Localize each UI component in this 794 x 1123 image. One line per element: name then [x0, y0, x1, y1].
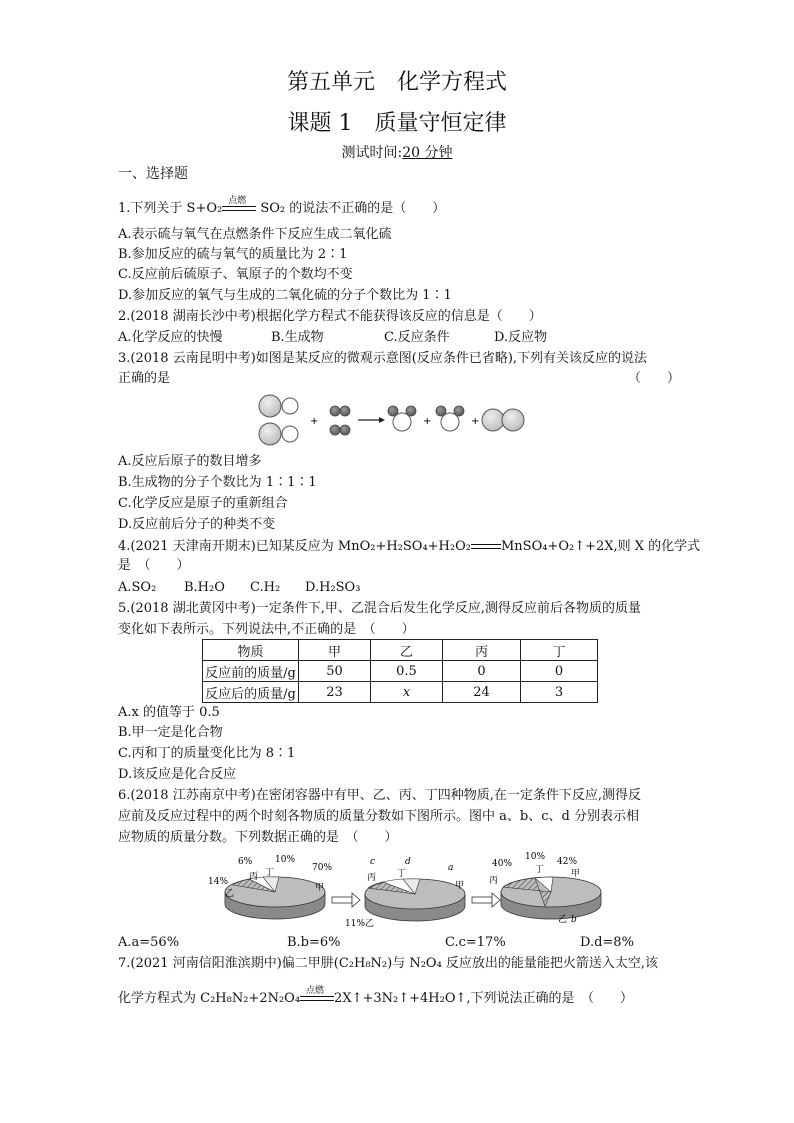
pie1-bing-pct: 6%: [238, 857, 253, 867]
pie2-yi-label: 乙: [365, 919, 375, 929]
q1-option-d: D.参加反应的氧气与生成的二氧化硫的分子个数比为 1∶1: [118, 288, 452, 303]
q4-equation-sign: [471, 540, 501, 554]
q1-option-b: B.参加反应的硫与氧气的质量比为 2∶1: [118, 247, 348, 262]
q4-option-c: C.H₂: [250, 580, 281, 595]
table-header-cell: 物质: [203, 640, 299, 661]
q6-option-a: A.a=56%: [118, 935, 180, 950]
q2-stem: 2.(2018 湖南长沙中考)根据化学方程式不能获得该反应的信息是（ ）: [118, 309, 542, 324]
q1-stem-a: 1.下列关于 S+O₂: [118, 201, 223, 216]
q5-mass-table: [202, 639, 598, 703]
pie1-jia-label: 甲: [315, 883, 325, 893]
table-header-row: [203, 640, 598, 661]
q3-option-d: D.反应前后分子的种类不变: [118, 517, 276, 532]
pie2-a-label: a: [448, 863, 454, 873]
q4-option-a: A.SO₂: [118, 580, 157, 595]
pie-chart-before: [208, 855, 332, 919]
test-time-value: 20 分钟: [402, 145, 453, 161]
table-row: [203, 682, 598, 703]
q4-option-b: B.H₂O: [184, 580, 225, 595]
pie3-jia-pct: 42%: [557, 857, 578, 867]
q7-stem-line1: 7.(2021 河南信阳淮滨期中)偏二甲肼(C₂H₈N₂)与 N₂O₄ 反应放出的能量能把火箭送入太空,该: [118, 956, 659, 971]
test-time-label: 测试时间:: [341, 145, 403, 161]
arrow-icon: [472, 893, 500, 907]
table-cell: 反应后的质量/g: [203, 682, 299, 703]
pie2-d-label: d: [405, 857, 411, 867]
q3-option-a: A.反应后原子的数目增多: [118, 454, 262, 469]
table-row: [203, 661, 598, 682]
q7-equation-sign: [300, 985, 334, 1006]
q1-option-c: C.反应前后硫原子、氧原子的个数均不变: [118, 267, 353, 282]
pie2-yi-pct: 11%: [345, 919, 366, 929]
q4-stem-a: 4.(2021 天津南开期末)已知某反应为 MnO₂+H₂SO₄+H₂O₂: [118, 539, 471, 554]
q6-option-c: C.c=17%: [445, 935, 506, 950]
pie3-bing-label: 丙: [489, 876, 499, 886]
table-cell: 0.5: [371, 661, 443, 682]
pie1-yi-pct: 14%: [208, 877, 229, 887]
q2-option-b: B.生成物: [271, 330, 324, 345]
q7-stem-a: 化学方程式为 C₂H₈N₂+2N₂O₄: [118, 991, 301, 1006]
q3-stem-line2: 正确的是: [118, 371, 171, 386]
table-header-cell: 丙: [443, 640, 521, 661]
q5-option-c: C.丙和丁的质量变化比为 8∶1: [118, 746, 296, 761]
pie2-c-label: c: [370, 857, 376, 867]
pie3-bing-pct: 40%: [492, 859, 513, 869]
q6-stem-line1: 6.(2018 江苏南京中考)在密闭容器中有甲、乙、丙、丁四种物质,在一定条件下反应,测得反: [118, 788, 642, 803]
q5-stem-line2: 变化如下表所示。下列说法中,不正确的是 （ ）: [118, 622, 415, 637]
table-header-cell: 乙: [371, 640, 443, 661]
svg-text:+: +: [423, 416, 432, 427]
pie1-bing-label: 丙: [249, 872, 259, 882]
q3-option-b: B.生成物的分子个数比为 1∶1∶1: [118, 475, 317, 490]
svg-text:+: +: [471, 416, 480, 427]
table-cell: x: [371, 682, 443, 703]
pie3-ding-label: 丁: [535, 865, 545, 875]
table-cell: 50: [299, 661, 371, 682]
q5-stem-line1: 5.(2018 湖北黄冈中考)一定条件下,甲、乙混合后发生化学反应,测得反应前后各物质的质量: [118, 601, 642, 616]
q7-condition: 点燃: [306, 985, 325, 996]
q5-option-b: B.甲一定是化合物: [118, 725, 223, 740]
table-cell: 0: [443, 661, 521, 682]
q7-stem-line2: [118, 985, 634, 1008]
q6-stem-line2: 应前及反应过程中的两个时刻各物质的质量分数如下图所示。图中 a、b、c、d 分别表示相: [118, 809, 639, 824]
q3-molecule-diagram: [255, 392, 525, 450]
section-heading: 一、选择题: [118, 166, 188, 182]
svg-text:+: +: [310, 416, 319, 427]
q5-option-a: A.x 的值等于 0.5: [118, 705, 220, 720]
pie1-jia-pct: 70%: [312, 863, 333, 873]
table-cell: 3: [521, 682, 598, 703]
q1-condition: 点燃: [228, 195, 247, 206]
q3-option-c: C.化学反应是原子的重新组合: [118, 496, 288, 511]
q3-answer-paren: （ ）: [628, 371, 681, 386]
q2-option-a: A.化学反应的快慢: [118, 330, 223, 345]
q6-option-b: B.b=6%: [287, 935, 341, 950]
pie3-jia-label: 甲: [571, 869, 581, 879]
q1-stem: [118, 195, 446, 218]
arrow-icon: [332, 893, 360, 907]
test-time: [0, 142, 794, 162]
lesson-title: 课题 1 质量守恒定律: [287, 111, 507, 136]
pie1-ding-label: 丁: [265, 868, 275, 878]
unit-title: 第五单元 化学方程式: [286, 70, 507, 95]
pie2-jia-label: 甲: [455, 881, 465, 891]
q4-stem-b: MnSO₄+O₂↑+2X,则 X 的化学式: [500, 539, 701, 554]
q5-option-d: D.该反应是化合反应: [118, 767, 237, 782]
q4-stem-line1: [118, 538, 700, 556]
pie-chart-after: [489, 852, 601, 925]
pie2-bing-label: 丙: [367, 873, 377, 883]
q7-stem-b: 2X↑+3N₂↑+4H₂O↑,下列说法正确的是 （ ）: [334, 991, 634, 1006]
q1-option-a: A.表示硫与氧气在点燃条件下反应生成二氧化硫: [118, 227, 392, 242]
pie3-ding-pct: 10%: [525, 852, 546, 862]
q6-option-d: D.d=8%: [580, 935, 634, 950]
table-header-cell: 丁: [521, 640, 598, 661]
table-cell: 0: [521, 661, 598, 682]
q4-option-d: D.H₂SO₃: [305, 580, 361, 595]
pie3-b-label: b: [571, 915, 577, 925]
pie-chart-middle: [345, 857, 465, 929]
pie1-ding-pct: 10%: [275, 855, 296, 865]
q3-stem-line1: 3.(2018 云南昆明中考)如图是某反应的微观示意图(反应条件已省略),下列有关该反应的说法: [118, 351, 648, 366]
table-cell: 反应前的质量/g: [203, 661, 299, 682]
table-cell: 24: [443, 682, 521, 703]
pie1-yi-label: 乙: [225, 889, 235, 899]
q1-stem-b: SO₂ 的说法不正确的是（ ）: [256, 201, 446, 216]
q4-stem-line2: 是 （ ）: [118, 558, 190, 573]
q6-pie-diagram: [205, 850, 605, 932]
q6-stem-line3: 应物质的质量分数。下列数据正确的是 （ ）: [118, 830, 398, 845]
q2-option-d: D.反应物: [494, 330, 548, 345]
q1-equation-sign: [222, 195, 256, 216]
table-cell: 23: [299, 682, 371, 703]
table-header-cell: 甲: [299, 640, 371, 661]
q2-option-c: C.反应条件: [384, 330, 450, 345]
pie3-yi-label: 乙: [558, 915, 568, 925]
pie2-ding-label: 丁: [397, 869, 407, 879]
